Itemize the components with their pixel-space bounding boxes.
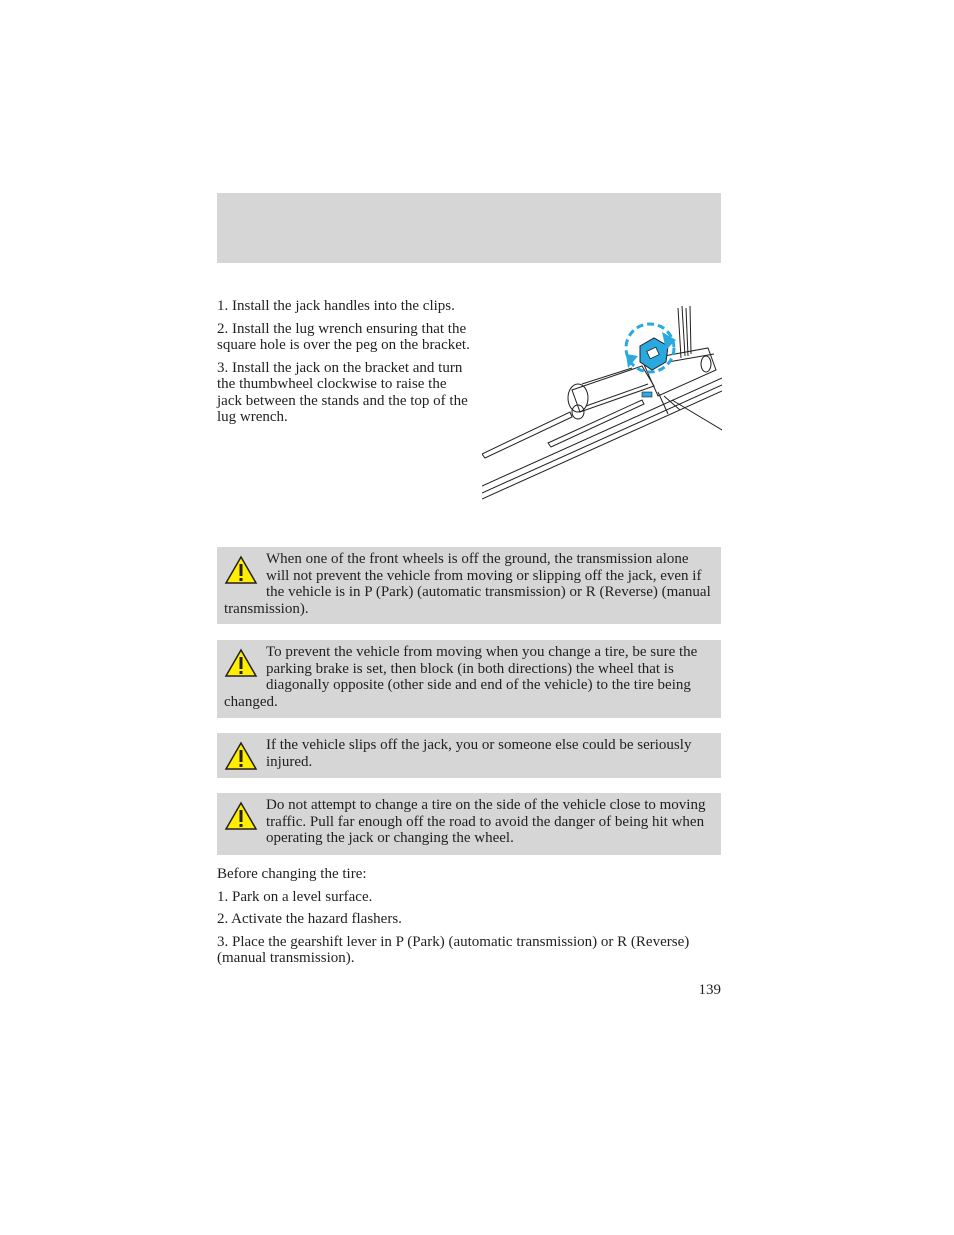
step-3: 3. Install the jack on the bracket and turn the thumbwheel clockwise to raise the jack between the stands and the top of the lug wrench. [217,359,468,425]
preparation-item-2: 2. Activate the hazard flashers. [217,911,402,927]
step-2: 2. Install the lug wrench ensuring that the square hole is over the peg on the bracket. [217,320,470,353]
warning-box-injury [217,733,721,778]
preparation-intro: Before changing the tire: [217,866,367,882]
preparation-steps [217,866,721,973]
warning-text: To prevent the vehicle from moving when you change a tire, be sure the parking brake is set, then block (in both directions) the wheel that is diagonally opposite (other side and end of the vehicle) to the tire being changed. [224,644,698,710]
warning-box-parking-brake [217,640,721,718]
warning-box-traffic [217,793,721,855]
jack-installation-illustration [482,300,722,502]
step-1: 1. Install the jack handles into the clips. [217,298,455,314]
warning-text: When one of the front wheels is off the ground, the transmission alone will not prevent the vehicle from moving or slipping off the jack, even if the vehicle is in P (Park) (automatic transmission) or R (Reverse) (manual transmission). [224,551,711,617]
warning-box-transmission [217,547,721,624]
section-header-band [217,193,721,263]
jack-instructions [217,298,472,432]
warning-triangle-icon [224,648,258,678]
page-number: 139 [698,982,721,998]
warning-text: If the vehicle slips off the jack, you or someone else could be seriously injured. [266,737,692,770]
preparation-item-1: 1. Park on a level surface. [217,888,373,905]
warning-triangle-icon [224,741,258,771]
warning-text: Do not attempt to change a tire on the side of the vehicle close to moving traffic. Pull far enough off the road to avoid the danger of being hit when operating the jack or changing the wheel. [266,797,706,846]
warning-triangle-icon [224,801,258,831]
warning-triangle-icon [224,555,258,585]
preparation-item-3: 3. Place the gearshift lever in P (Park) (automatic transmission) or R (Reverse) (manual transmission). [217,933,690,966]
